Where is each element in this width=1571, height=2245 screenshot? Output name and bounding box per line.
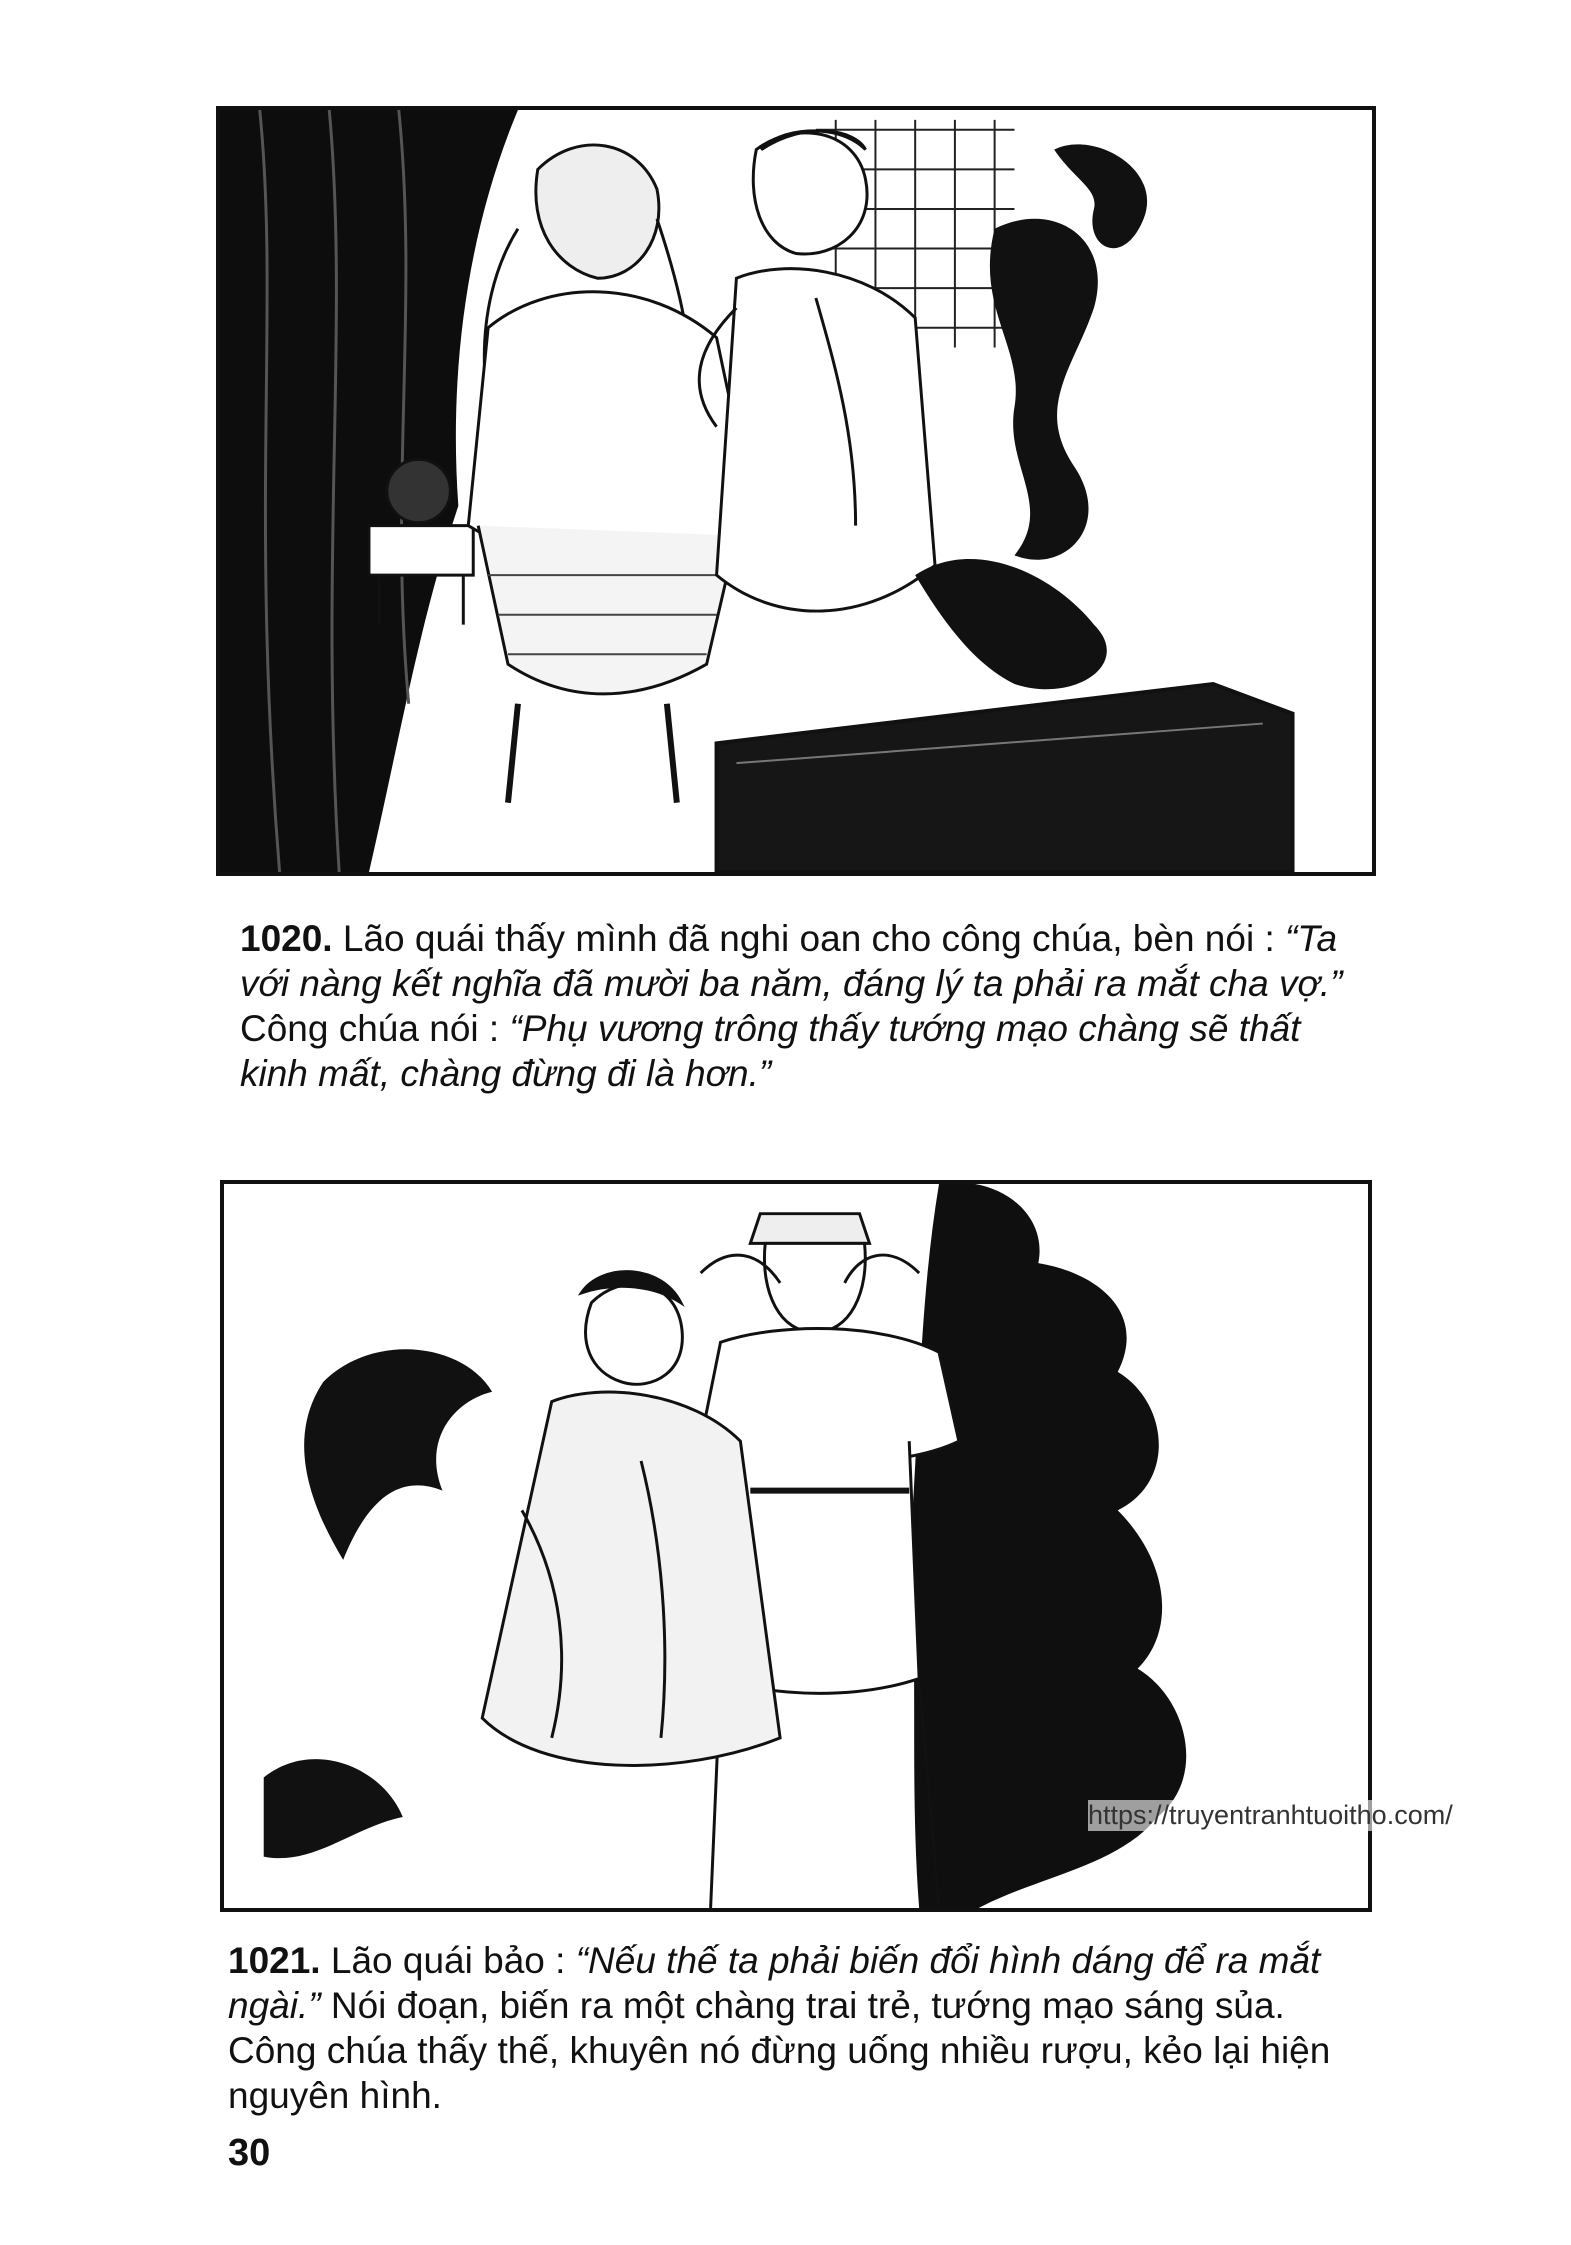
caption-quote: “Ta với nàng kết nghĩa đã mười ba năm, đáng lý ta phải ra mắt cha vợ.” — [240, 918, 1343, 1004]
demon-figure — [468, 145, 756, 803]
chest — [717, 684, 1293, 872]
caption-text: Công chúa nói : — [240, 1008, 510, 1049]
caption-1021 — [228, 1938, 1358, 2118]
caption-text: Nói đoạn, biến ra một chàng trai trẻ, tướng mạo sáng sủa. Công chúa thấy thế, khuyên nó đừng uống nhiều rượu, kẻo lại hiện nguyên hình. — [228, 1985, 1331, 2116]
flowing-sleeves — [264, 1349, 492, 1858]
smoke-swirl — [915, 144, 1147, 689]
panel-number: 1020. — [240, 918, 333, 959]
caption-quote: “Nếu thế ta phải biến đổi hình dáng để ra mắt ngài.” — [228, 1940, 1321, 2026]
caption-1020 — [240, 916, 1360, 1096]
princess-figure — [699, 131, 935, 611]
panel-number: 1021. — [228, 1940, 321, 1981]
illustration-panel-1 — [216, 106, 1376, 876]
caption-quote: “Phụ vương trông thấy tướng mạo chàng sẽ thất kinh mất, chàng đừng đi là hơn.” — [240, 1008, 1301, 1094]
panel-1-drawing — [220, 110, 1372, 872]
watermark-url: https://truyentranhtuoitho.com/ — [1088, 1800, 1453, 1830]
caption-text: Lão quái bảo : — [320, 1940, 576, 1981]
page-number: 30 — [228, 2132, 271, 2174]
caption-text: Lão quái thấy mình đã nghi oan cho công chúa, bèn nói : — [332, 918, 1286, 959]
